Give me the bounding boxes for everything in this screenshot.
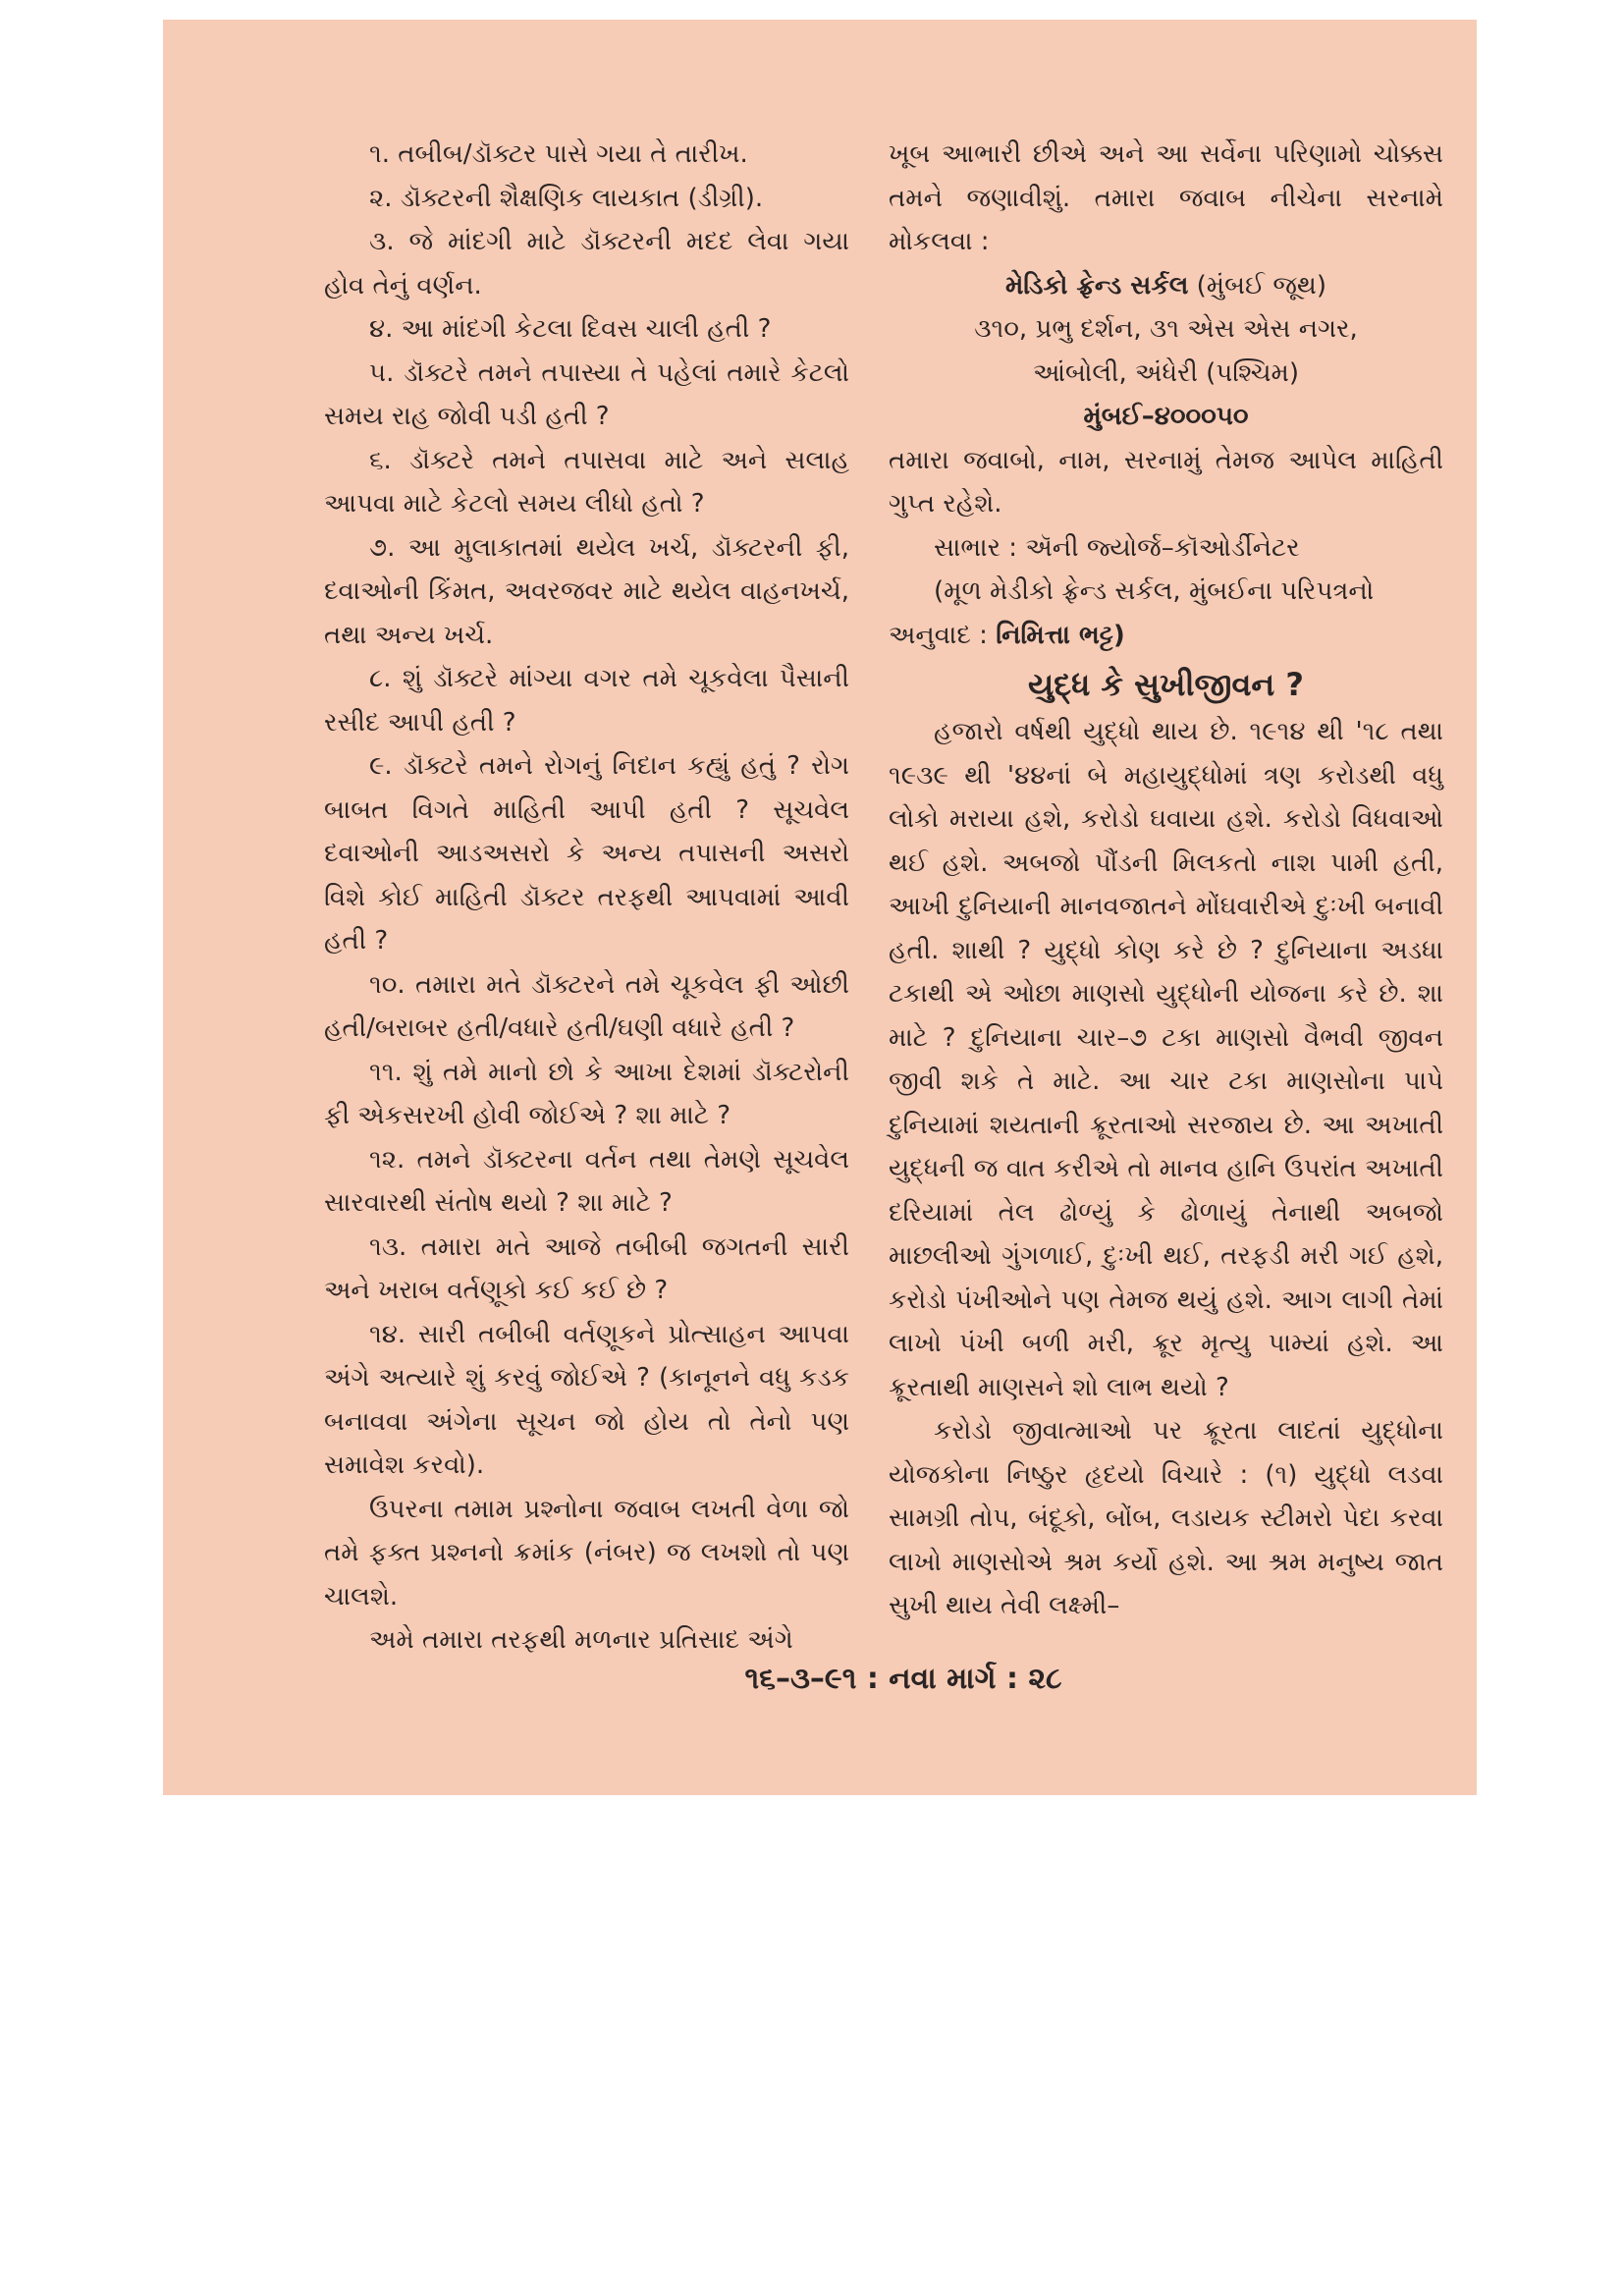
question-item: ૧. તબીબ/ડૉક્ટર પાસે ગયા તે તારીખ.: [369, 139, 748, 169]
question-item: ૧૩. તમારા મતે આજે તબીબી જગતની સારી અને ખરાબ વર્તણૂકો કઈ કઈ છે ?: [324, 1231, 849, 1305]
question-item: ૩. જે માંદગી માટે ડૉક્ટરની મદદ લેવા ગયા હોવ તેનું વર્ણન.: [324, 227, 849, 301]
source-line: (મૂળ મેડીકો ફ્રેન્ડ સર્કલ, મુંબઈના પરિપત્રનો: [934, 576, 1375, 606]
article-paragraph: હજારો વર્ષથી યુદ્ધો થાય છે. ૧૯૧૪ થી '૧૮ તથા ૧૯૩૯ થી '૪૪નાં બે મહાયુદ્ધોમાં ત્રણ કરોડથી વધુ લોકો મરાયા હશે, કરોડો ઘવાયા હશે. કરોડો વિધવાઓ થઈ હશે. અબજો પૌંડની મિલકતો નાશ પામી હતી, આખી દુનિયાની માનવજાતને મોંઘવારીએ દુઃખી બનાવી હતી. શાથી ? યુદ્ધો કોણ કરે છે ? દુનિયાના અડધા ટકાથી એ ઓછા માણસો યુદ્ધોની યોજના કરે છે. શા માટે ? દુનિયાના ચાર–૭ ટકા માણસો વૈભવી જીવન જીવી શકે તે માટે. આ ચાર ટકા માણસોના પાપે દુનિયામાં શયતાની ક્રૂરતાઓ સરજાય છે. આ અખાતી યુદ્ધની જ વાત કરીએ તો માનવ હાનિ ઉપરાંત અખાતી દરિયામાં તેલ ઢોળ્યું કે ઢોળાયું તેનાથી અબજો માછલીઓ ગુંગળાઈ, દુઃખી થઈ, તરફડી મરી ગઈ હશે, કરોડો પંખીઓને પણ તેમજ થયું હશે. આગ લાગી તેમાં લાખો પંખી બળી મરી, ક્રૂર મૃત્યુ પામ્યાં હશે. આ ક્રૂરતાથી માણસને શો લાભ થયો ?: [889, 717, 1443, 1402]
credit-line: સાભાર : ઍની જ્યોર્જ–કૉઓર્ડીનેટર: [934, 532, 1300, 563]
article-headline: યુદ્ધ કે સુખીજીવન ?: [1028, 666, 1304, 703]
question-item: ૫. ડૉક્ટરે તમને તપાસ્યા તે પહેલાં તમારે કેટલો સમય રાહ જોવી પડી હતી ?: [324, 357, 849, 431]
privacy-note: તમારા જવાબો, નામ, સરનામું તેમજ આપેલ માહિતી ગુપ્ત રહેશે.: [889, 445, 1443, 519]
closing-intro: ખૂબ આભારી છીએ અને આ સર્વેના પરિણામો ચોક્કસ તમને જણાવીશું. તમારા જવાબ નીચેના સરનામે મોકલવા :: [889, 139, 1443, 256]
page-footer: ૧૬–૩–૯૧ : નવા માર્ગ : ૨૮: [744, 1662, 1062, 1696]
question-item: ૨. ડૉક્ટરની શૈક્ષણિક લાયકાત (ડીગ્રી).: [369, 183, 764, 213]
translator-name: નિમિત્તા ભટ્ટ): [996, 620, 1125, 650]
question-item: ઉપરના તમામ પ્રશ્નોના જવાબ લખતી વેળા જો તમે ફક્ત પ્રશ્નનો ક્રમાંક (નંબર) જ લખશો તો પણ ચાલશે.: [324, 1494, 849, 1612]
question-item: ૯. ડૉક્ટરે તમને રોગનું નિદાન કહ્યું હતું ? રોગ બાબત વિગતે માહિતી આપી હતી ? સૂચવેલ દવાઓની આડઅસરો કે અન્ય તપાસની અસરો વિશે કોઈ માહિતી ડૉક્ટર તરફથી આપવામાં આવી હતી ?: [324, 751, 849, 956]
question-item: ૧૪. સારી તબીબી વર્તણૂકને પ્રોત્સાહન આપવા અંગે અત્યારે શું કરવું જોઈએ ? (કાનૂનને વધુ કડક બનાવવા અંગેના સૂચન જો હોય તો તેનો પણ સમાવેશ કરવો).: [324, 1319, 849, 1480]
question-item: ૧૦. તમારા મતે ડૉક્ટરને તમે ચૂકવેલ ફી ઓછી હતી/બરાબર હતી/વધારે હતી/ઘણી વધારે હતી ?: [324, 969, 849, 1043]
question-item: ૧૨. તમને ડૉક્ટરના વર્તન તથા તેમણે સૂચવેલ સારવારથી સંતોષ થયો ? શા માટે ?: [324, 1144, 849, 1218]
question-item: ૮. શું ડૉક્ટરે માંગ્યા વગર તમે ચૂકવેલા પૈસાની રસીદ આપી હતી ?: [324, 664, 849, 738]
question-item: ૧૧. શું તમે માનો છો કે આખા દેશમાં ડૉક્ટરોની ફી એકસરખી હોવી જોઈએ ? શા માટે ?: [324, 1057, 849, 1130]
translation-line: [889, 614, 1443, 658]
question-item: ૭. આ મુલાકાતમાં થયેલ ખર્ચ, ડૉક્ટરની ફી, દવાઓની કિંમત, અવરજવર માટે થયેલ વાહનખર્ચ, તથા અન્ય ખર્ચ.: [324, 532, 849, 650]
address-line-2: આંબોલી, અંધેરી (પશ્ચિમ): [1032, 357, 1300, 388]
question-item: ૬. ડૉક્ટરે તમને તપાસવા માટે અને સલાહ આપવા માટે કેટલો સમય લીધો હતો ?: [324, 445, 849, 519]
address-line-1: ૩૧૦, પ્રભુ દર્શન, ૩૧ એસ એસ નગર,: [974, 314, 1358, 344]
org-name: મેડિકો ફ્રેન્ડ સર્કલ: [1004, 270, 1189, 301]
left-column: [324, 133, 849, 1663]
address-line-3: મુંબઈ–૪૦૦૦૫૦: [1083, 402, 1249, 431]
org-line: [889, 264, 1443, 308]
question-item: ૪. આ માંદગી કેટલા દિવસ ચાલી હતી ?: [369, 314, 772, 344]
question-item: અમે તમારા તરફથી મળનાર પ્રતિસાદ અંગે: [369, 1625, 793, 1655]
article-paragraph: કરોડો જીવાત્માઓ પર ક્રૂરતા લાદતાં યુદ્ધોના યોજકોના નિષ્ઠુર હૃદયો વિચારે : (૧) યુદ્ધો લડવા સામગ્રી તોપ, બંદૂકો, બોંબ, લડાયક સ્ટીમરો પેદા કરવા લાખો માણસોએ શ્રમ કર્યો હશે. આ શ્રમ મનુષ્ય જાત સુખી થાય તેવી લક્ષ્મી–: [889, 1416, 1443, 1620]
org-group: (મુંબઈ જૂથ): [1196, 270, 1327, 301]
translation-label: અનુવાદ :: [889, 620, 997, 650]
right-column: [889, 133, 1443, 1628]
